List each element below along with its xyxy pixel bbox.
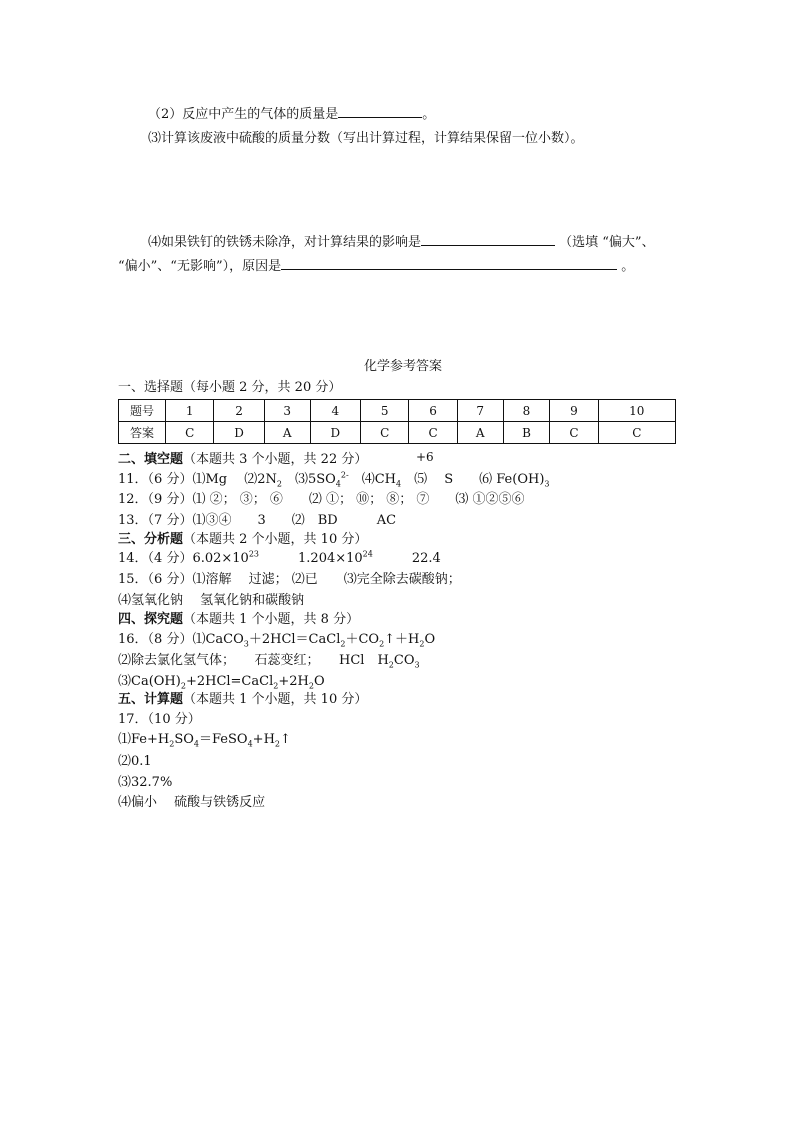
table-cell: C — [361, 422, 409, 444]
table-cell: 3 — [264, 400, 310, 422]
answer-17-part2: ⑵0.1 — [118, 754, 152, 769]
table-cell: 10 — [598, 400, 675, 422]
table-cell: C — [166, 422, 214, 444]
question-2: （2）反应中产生的气体的质量是 。 — [148, 104, 435, 124]
table-cell: A — [264, 422, 310, 444]
answer-12: 12．（9 分）⑴ ②； ③； ⑥ ⑵ ①； ⑩； ⑧； ⑦ ⑶ ①②⑤⑥ — [118, 492, 525, 507]
answer-table — [118, 399, 676, 444]
section-4-heading: 四、探究题（本题共 1 个小题，共 8 分） — [118, 612, 360, 627]
answer-17-part1: $⑴Fe+H_2SO_4=FeSO_4+H_2↑$ — [118, 732, 291, 749]
table-cell: C — [550, 422, 598, 444]
table-cell: 8 — [503, 400, 550, 422]
table-cell: 4 — [310, 400, 360, 422]
answer-13: 13．（7 分）⑴③④ 3 ⑵ BD AC — [118, 513, 397, 528]
table-cell: D — [310, 422, 360, 444]
section-5-heading: 五、计算题（本题共 1 个小题，共 10 分） — [118, 692, 368, 707]
q2-text: （2）反应中产生的气体的质量是 — [148, 107, 339, 122]
table-cell: 2 — [214, 400, 264, 422]
answer-14: 14．（4 分）$6.02\times 10^{23}$ $1.204\times 10^{24}$ 22.4 — [118, 549, 441, 566]
section-2-heading: 二、填空题（本题共 3 个小题，共 22 分） — [118, 452, 368, 467]
answer-16-part2: ⑵除去氯化氢气体； 石蕊变红； HCl $H_2CO_3$ — [118, 653, 420, 670]
table-cell: 9 — [550, 400, 598, 422]
answer-15: 15．（6 分）⑴溶解 过滤； ⑵已 ⑶完全除去碳酸钠； — [118, 572, 461, 587]
answer-16-part3: $⑶Ca(OH)_2+2HCl=CaCl_2+2H_2O$ — [118, 674, 325, 691]
table-cell: D — [214, 422, 264, 444]
answer-17-part4: ⑷偏小 硫酸与铁锈反应 — [118, 795, 266, 810]
answer-17-part3: ⑶32.7% — [118, 775, 173, 790]
table-cell: C — [409, 422, 457, 444]
question-4: ⑷如果铁钉的铁锈未除净，对计算结果的影响是 （选填 “偏大”、 — [148, 232, 655, 252]
table-header-label: 题号 — [119, 400, 166, 422]
answer-11: 11．（6 分）⑴Mg $⑵2N_2$ $⑶5SO_4^{2-}$ $⑷CH_4$ ⑸ S ⑹ $Fe(OH)_3$ — [118, 470, 550, 489]
table-cell: 1 — [166, 400, 214, 422]
answers-title: 化学参考答案 — [364, 359, 443, 374]
answer-15-part4: ⑷氢氧化钠 氢氧化钠和碳酸钠 — [118, 593, 305, 608]
question-4-line2: “偏小”、“无影响”），原因是 。 — [118, 256, 634, 276]
table-cell: C — [598, 422, 675, 444]
answer-blank — [421, 232, 555, 246]
answer-16: 16．（8 分）$⑴CaCO_3+2HCl=CaCl_2+CO_2↑+H_2O$ — [118, 632, 436, 649]
answer-17: 17．（10 分） — [118, 712, 201, 727]
table-row — [119, 422, 676, 444]
table-cell: 7 — [457, 400, 503, 422]
table-answer-label: 答案 — [119, 422, 166, 444]
answer-blank — [338, 104, 422, 118]
oxidation-state-label: +6 — [416, 450, 434, 464]
question-3: ⑶计算该废液中硫酸的质量分数（写出计算过程，计算结果保留一位小数）。 — [148, 131, 584, 146]
section-3-heading: 三、分析题（本题共 2 个小题，共 10 分） — [118, 532, 368, 547]
table-cell: B — [503, 422, 550, 444]
section-1-heading: 一、选择题（每小题 2 分，共 20 分） — [118, 380, 342, 395]
table-cell: 5 — [361, 400, 409, 422]
table-cell: 6 — [409, 400, 457, 422]
table-cell: A — [457, 422, 503, 444]
table-row — [119, 400, 676, 422]
reason-blank — [281, 256, 617, 270]
